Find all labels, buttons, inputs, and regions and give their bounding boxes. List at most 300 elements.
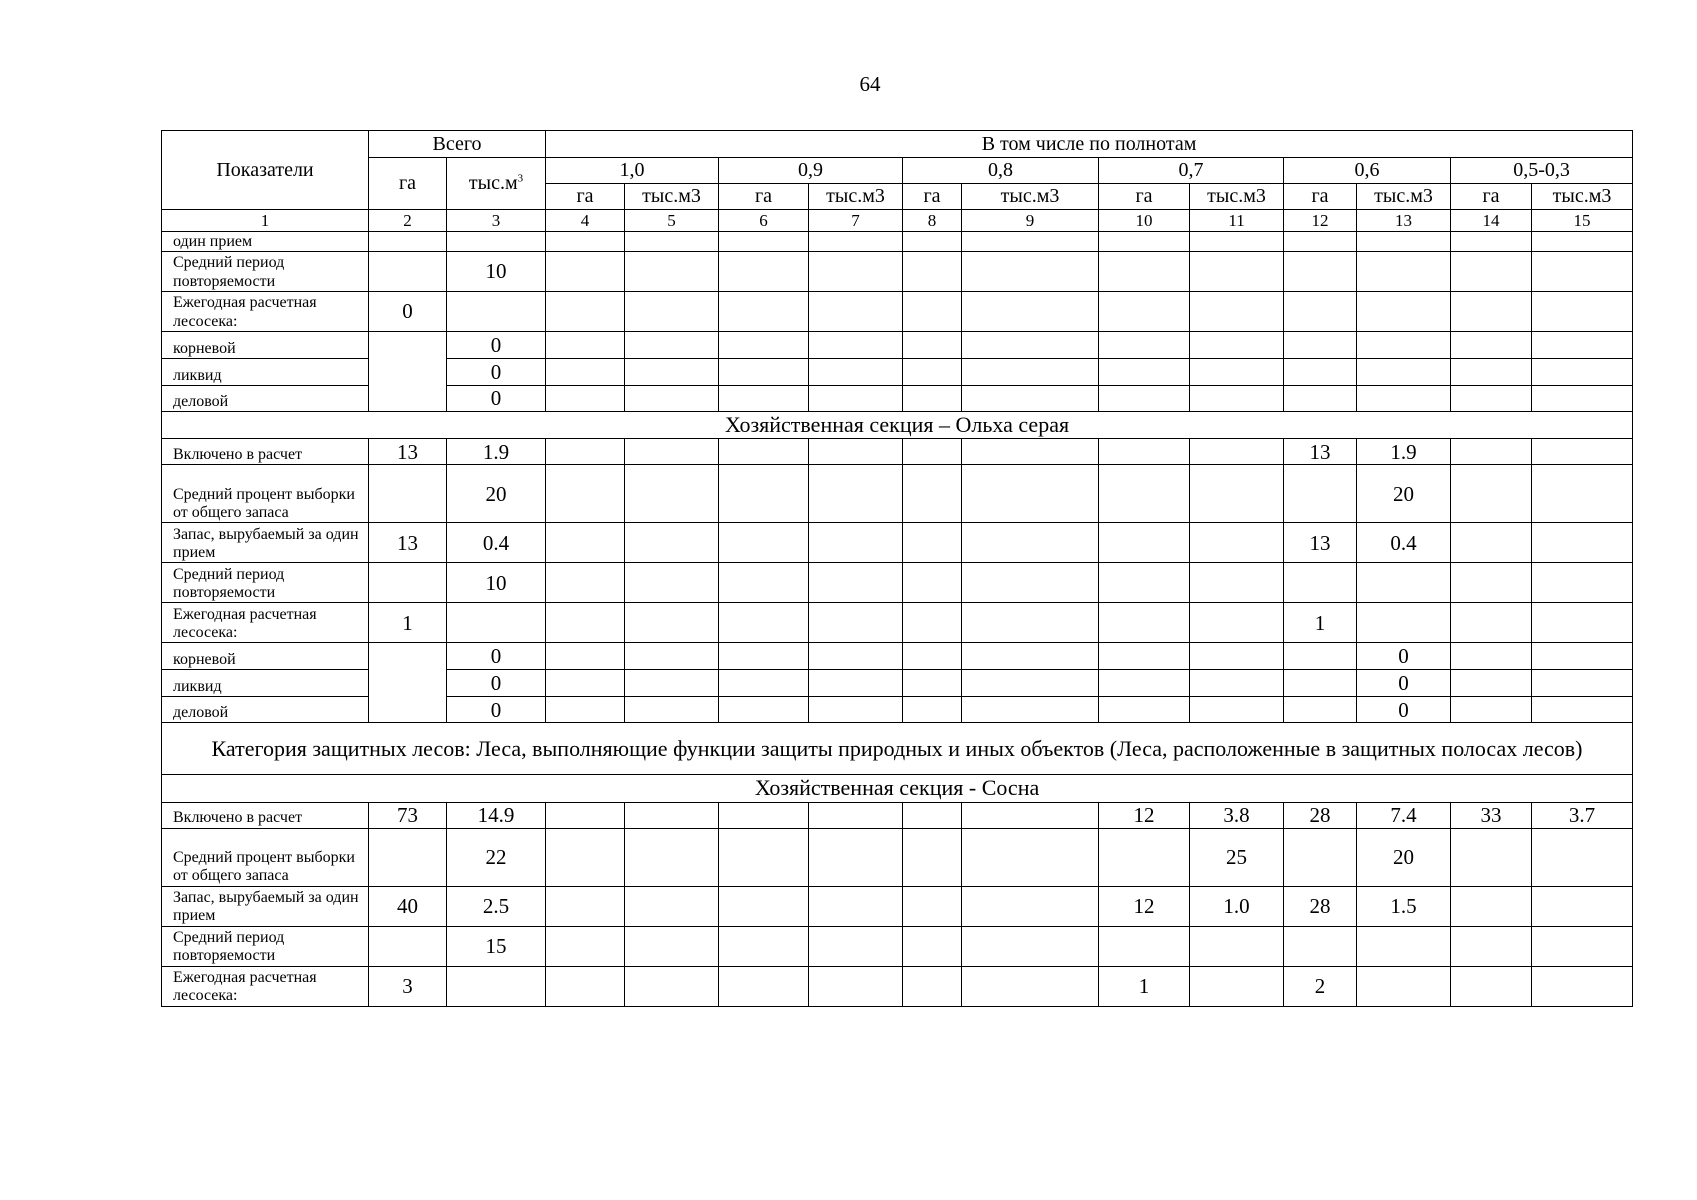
table-cell (809, 926, 903, 966)
section-row (162, 723, 1633, 775)
table-cell: 40 (369, 886, 447, 926)
table-cell: 10 (447, 563, 546, 603)
table-cell (719, 332, 809, 359)
row-label: Ежегодная расчетная лесосека: (162, 292, 369, 332)
table-cell (1284, 332, 1357, 359)
table-cell (1284, 697, 1357, 723)
table-cell (1190, 465, 1284, 523)
table-cell (719, 886, 809, 926)
table-cell (625, 439, 719, 465)
table-cell (719, 643, 809, 670)
table-cell (1451, 670, 1532, 697)
header-unit-ha: га (903, 184, 962, 210)
table-cell: 13 (369, 523, 447, 563)
table-cell (1099, 670, 1190, 697)
table-cell (546, 926, 625, 966)
table-cell (1284, 643, 1357, 670)
table-cell (546, 670, 625, 697)
table-cell (625, 465, 719, 523)
table-cell (962, 465, 1099, 523)
column-number: 14 (1451, 210, 1532, 232)
table-cell (1532, 292, 1633, 332)
row-label: корневой (162, 643, 369, 670)
column-number: 6 (719, 210, 809, 232)
table-cell (1190, 563, 1284, 603)
row-label: деловой (162, 386, 369, 412)
table-cell (1099, 332, 1190, 359)
table-cell (1190, 439, 1284, 465)
table-cell (1099, 359, 1190, 386)
row-label: деловой (162, 697, 369, 723)
header-unit-ha: га (1284, 184, 1357, 210)
table-cell (719, 465, 809, 523)
table-cell (369, 563, 447, 603)
table-cell (1451, 465, 1532, 523)
column-number: 8 (903, 210, 962, 232)
table-cell (1099, 828, 1190, 886)
header-density-group: 1,0 (546, 158, 719, 184)
table-cell: 7.4 (1357, 802, 1451, 828)
table-row (162, 523, 1633, 563)
table-cell (546, 386, 625, 412)
table-cell (719, 232, 809, 252)
table-cell (1532, 359, 1633, 386)
header-density-group: 0,8 (903, 158, 1099, 184)
table-cell (546, 523, 625, 563)
column-number: 11 (1190, 210, 1284, 232)
table-cell (447, 292, 546, 332)
table-cell (369, 828, 447, 886)
table-cell (369, 386, 447, 412)
table-cell (1099, 926, 1190, 966)
table-cell (809, 232, 903, 252)
header-unit-volume: тыс.м3 (1357, 184, 1451, 210)
table-cell (903, 697, 962, 723)
table-cell (1532, 828, 1633, 886)
table-cell (1451, 332, 1532, 359)
table-cell (625, 670, 719, 697)
table-cell (962, 643, 1099, 670)
table-cell (447, 966, 546, 1006)
table-cell (719, 359, 809, 386)
table-cell (546, 332, 625, 359)
table-cell (546, 886, 625, 926)
row-label: Запас, вырубаемый за один прием (162, 886, 369, 926)
table-cell (809, 828, 903, 886)
table-cell: 12 (1099, 802, 1190, 828)
table-cell (1532, 697, 1633, 723)
table-cell (1451, 966, 1532, 1006)
table-cell (1357, 563, 1451, 603)
header-unit-volume: тыс.м3 (625, 184, 719, 210)
table-cell (1284, 465, 1357, 523)
table-cell (903, 926, 962, 966)
table-cell (1099, 292, 1190, 332)
header-unit-volume: тыс.м3 (809, 184, 903, 210)
column-number: 7 (809, 210, 903, 232)
table-cell (1284, 828, 1357, 886)
table-cell (903, 232, 962, 252)
table-cell (903, 886, 962, 926)
table-cell (903, 670, 962, 697)
table-cell (1099, 232, 1190, 252)
table-cell (809, 886, 903, 926)
table-cell: 0.4 (447, 523, 546, 563)
table-cell (719, 252, 809, 292)
table-cell: 0.4 (1357, 523, 1451, 563)
table-cell (809, 643, 903, 670)
table-cell (625, 697, 719, 723)
header-density-group: 0,6 (1284, 158, 1451, 184)
table-cell (809, 697, 903, 723)
row-label: Средний период повторяемости (162, 926, 369, 966)
table-cell: 20 (447, 465, 546, 523)
table-cell (903, 643, 962, 670)
table-cell (546, 802, 625, 828)
header-unit-ha: га (1099, 184, 1190, 210)
header-density-group: 0,7 (1099, 158, 1284, 184)
table-cell (625, 252, 719, 292)
table-cell (625, 643, 719, 670)
table-row (162, 886, 1633, 926)
table-cell: 0 (1357, 670, 1451, 697)
table-cell (1284, 359, 1357, 386)
table-cell (1099, 465, 1190, 523)
table-cell (369, 697, 447, 723)
section-title: Категория защитных лесов: Леса, выполняющие функции защиты природных и иных объектов (Леса, расположенные в защитных полосах лесов) (162, 723, 1633, 775)
table-cell (546, 252, 625, 292)
table-cell (962, 670, 1099, 697)
table-cell (719, 523, 809, 563)
table-cell: 2 (1284, 966, 1357, 1006)
table-cell (625, 292, 719, 332)
row-label: корневой (162, 332, 369, 359)
table-cell (1451, 563, 1532, 603)
table-cell (369, 359, 447, 386)
table-row (162, 670, 1633, 697)
table-cell (625, 232, 719, 252)
table-cell (962, 439, 1099, 465)
column-number: 5 (625, 210, 719, 232)
table-cell (1451, 828, 1532, 886)
table-cell (903, 563, 962, 603)
table-cell (1532, 252, 1633, 292)
table-row (162, 563, 1633, 603)
table-cell (962, 252, 1099, 292)
table-cell (1357, 966, 1451, 1006)
table-cell (1451, 232, 1532, 252)
table-cell (1099, 523, 1190, 563)
table-cell (1532, 439, 1633, 465)
table-cell (962, 359, 1099, 386)
table-cell (1190, 386, 1284, 412)
table-cell (719, 439, 809, 465)
table-cell (962, 828, 1099, 886)
table-cell (809, 603, 903, 643)
table-row (162, 802, 1633, 828)
table-row (162, 332, 1633, 359)
section-title: Хозяйственная секция – Ольха серая (162, 412, 1633, 439)
header-indicators: Показатели (162, 131, 369, 210)
section-row (162, 412, 1633, 439)
table-cell: 33 (1451, 802, 1532, 828)
column-number: 10 (1099, 210, 1190, 232)
table-cell: 20 (1357, 465, 1451, 523)
table-cell (1357, 359, 1451, 386)
table-cell: 0 (447, 697, 546, 723)
table-cell (1099, 252, 1190, 292)
table-row (162, 465, 1633, 523)
table-row (162, 697, 1633, 723)
header-unit-volume: тыс.м3 (1190, 184, 1284, 210)
table-cell (1284, 232, 1357, 252)
table-cell: 0 (447, 386, 546, 412)
table-cell (903, 292, 962, 332)
page-number: 64 (859, 72, 881, 96)
table-cell (1357, 603, 1451, 643)
table-cell (447, 232, 546, 252)
table-cell: 28 (1284, 802, 1357, 828)
table-cell (625, 926, 719, 966)
table-cell (962, 386, 1099, 412)
table-cell (625, 386, 719, 412)
table-cell (903, 359, 962, 386)
table-cell (447, 603, 546, 643)
table-cell: 10 (447, 252, 546, 292)
table-cell (1357, 386, 1451, 412)
table-cell (1190, 523, 1284, 563)
column-number: 13 (1357, 210, 1451, 232)
table-cell (809, 670, 903, 697)
table-cell (962, 697, 1099, 723)
table-cell: 1.9 (447, 439, 546, 465)
table-row (162, 232, 1633, 252)
table-cell (809, 292, 903, 332)
table-row (162, 252, 1633, 292)
table-cell (1284, 252, 1357, 292)
table-cell: 14.9 (447, 802, 546, 828)
header-unit-ha: га (1451, 184, 1532, 210)
row-label: Включено в расчет (162, 802, 369, 828)
table-cell (1532, 643, 1633, 670)
table-cell (369, 252, 447, 292)
allowable-cut-table (161, 130, 1633, 1007)
table-cell (1451, 697, 1532, 723)
table-cell (1284, 292, 1357, 332)
table-cell (809, 439, 903, 465)
column-number: 12 (1284, 210, 1357, 232)
table-cell: 3.8 (1190, 802, 1284, 828)
table-cell (903, 523, 962, 563)
table-cell (1532, 232, 1633, 252)
table-cell (1532, 966, 1633, 1006)
table-cell: 13 (369, 439, 447, 465)
table-cell (1451, 386, 1532, 412)
table-row (162, 359, 1633, 386)
table-cell (719, 828, 809, 886)
table-cell (546, 643, 625, 670)
table-cell: 13 (1284, 523, 1357, 563)
table-cell (1451, 359, 1532, 386)
column-number: 4 (546, 210, 625, 232)
column-number: 1 (162, 210, 369, 232)
table-cell (1451, 292, 1532, 332)
table-cell (546, 359, 625, 386)
header-unit-ha: га (719, 184, 809, 210)
table-cell (1451, 643, 1532, 670)
table-cell (625, 603, 719, 643)
table-cell (962, 926, 1099, 966)
table-cell (962, 802, 1099, 828)
row-label: Средний процент выборки от общего запаса (162, 828, 369, 886)
header-total: Всего (369, 131, 546, 158)
row-label: Средний период повторяемости (162, 563, 369, 603)
table-cell (962, 603, 1099, 643)
table-cell (903, 439, 962, 465)
table-cell (1532, 603, 1633, 643)
row-label: ликвид (162, 670, 369, 697)
table-cell: 25 (1190, 828, 1284, 886)
table-cell (625, 966, 719, 1006)
table-cell (719, 697, 809, 723)
table-cell (1190, 603, 1284, 643)
table-cell (546, 563, 625, 603)
table-cell: 2.5 (447, 886, 546, 926)
table-cell (1532, 886, 1633, 926)
table-cell (1190, 292, 1284, 332)
header-by-density: В том числе по полнотам (546, 131, 1633, 158)
table-row (162, 828, 1633, 886)
table-cell (369, 670, 447, 697)
table-cell (546, 966, 625, 1006)
table-cell (1190, 359, 1284, 386)
column-number: 3 (447, 210, 546, 232)
table-cell (962, 563, 1099, 603)
table-cell (625, 332, 719, 359)
table-cell (369, 465, 447, 523)
table-cell: 3.7 (1532, 802, 1633, 828)
table-cell (962, 886, 1099, 926)
table-cell (1451, 252, 1532, 292)
table-cell (546, 232, 625, 252)
table-cell (719, 292, 809, 332)
table-cell (1357, 332, 1451, 359)
table-cell (903, 332, 962, 359)
table-cell: 0 (447, 670, 546, 697)
table-cell: 28 (1284, 886, 1357, 926)
table-cell (1190, 252, 1284, 292)
row-label: Включено в расчет (162, 439, 369, 465)
header-unit-ha: га (546, 184, 625, 210)
table-cell: 1.9 (1357, 439, 1451, 465)
header-unit-volume: тыс.м3 (1532, 184, 1633, 210)
header-density-group: 0,9 (719, 158, 903, 184)
table-cell: 13 (1284, 439, 1357, 465)
table-cell (809, 252, 903, 292)
table-cell (809, 386, 903, 412)
table-row (162, 643, 1633, 670)
table-cell (625, 802, 719, 828)
table-cell (809, 966, 903, 1006)
table-cell (962, 332, 1099, 359)
table-cell (903, 966, 962, 1006)
table-cell (903, 828, 962, 886)
table-cell (1099, 439, 1190, 465)
table-cell (809, 523, 903, 563)
table-cell: 1 (369, 603, 447, 643)
row-label: один прием (162, 232, 369, 252)
table-cell (1190, 332, 1284, 359)
table-cell (1532, 465, 1633, 523)
table-cell (809, 563, 903, 603)
table-cell (1451, 886, 1532, 926)
table-cell (1099, 697, 1190, 723)
table-cell (546, 292, 625, 332)
row-label: Средний процент выборки от общего запаса (162, 465, 369, 523)
table-cell (719, 386, 809, 412)
table-cell (1190, 926, 1284, 966)
table-cell: 15 (447, 926, 546, 966)
table-cell (369, 332, 447, 359)
table-cell (1099, 563, 1190, 603)
row-label: Ежегодная расчетная лесосека: (162, 966, 369, 1006)
table-row (162, 292, 1633, 332)
header-total-ha: га (369, 158, 447, 210)
table-cell (903, 802, 962, 828)
table-cell: 1 (1284, 603, 1357, 643)
table-cell (1284, 670, 1357, 697)
table-cell (625, 828, 719, 886)
table-cell (719, 966, 809, 1006)
table-cell (1190, 643, 1284, 670)
table-cell (1099, 603, 1190, 643)
table-cell (1532, 332, 1633, 359)
table-row (162, 439, 1633, 465)
table-cell: 12 (1099, 886, 1190, 926)
table-cell (903, 386, 962, 412)
table-cell (369, 926, 447, 966)
table-cell (809, 465, 903, 523)
table-cell (719, 563, 809, 603)
table-row (162, 966, 1633, 1006)
table-cell (809, 359, 903, 386)
table-cell (719, 802, 809, 828)
table-cell (546, 603, 625, 643)
table-cell (719, 926, 809, 966)
table-cell (903, 252, 962, 292)
table-cell: 0 (447, 332, 546, 359)
table-cell (1532, 386, 1633, 412)
table-cell (962, 292, 1099, 332)
row-label: Ежегодная расчетная лесосека: (162, 603, 369, 643)
table-row (162, 386, 1633, 412)
table-cell (1099, 386, 1190, 412)
table-cell: 0 (369, 292, 447, 332)
table-cell (546, 439, 625, 465)
table-cell (1190, 697, 1284, 723)
table-cell: 1 (1099, 966, 1190, 1006)
table-cell: 20 (1357, 828, 1451, 886)
table-cell (546, 465, 625, 523)
table-cell (962, 523, 1099, 563)
table-cell (719, 603, 809, 643)
table-cell (1284, 563, 1357, 603)
table-cell (1190, 966, 1284, 1006)
table-cell (1451, 523, 1532, 563)
table-cell (1451, 926, 1532, 966)
table-cell (1532, 926, 1633, 966)
table-cell (1357, 926, 1451, 966)
